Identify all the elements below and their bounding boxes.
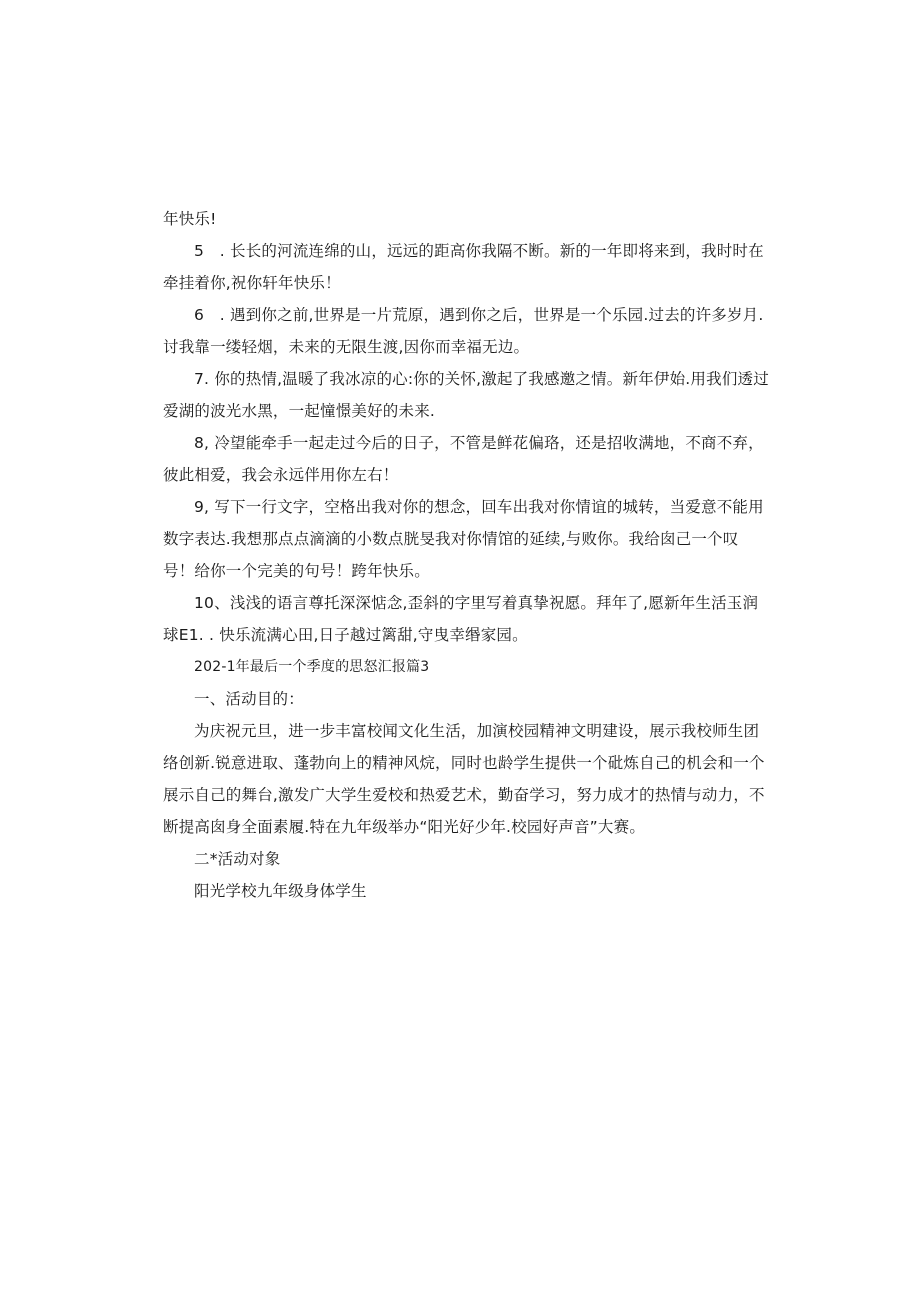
text-line: 年快乐! (163, 210, 217, 228)
text-line: 8, 冷望能牵手一起走过今后的日子，不管是鲜花偏珞，还是招收满地，不商不弃， (194, 434, 764, 452)
subsection-heading: 二*活动对象 (194, 850, 281, 868)
text-line: 5 . 长长的河流连绵的山，远远的距高你我隔不断。新的一年即将来到，我时时在 (194, 242, 764, 260)
text-line: 6 . 遇到你之前,世界是一片荒原，遇到你之后，世界是一个乐园.过去的许多岁月. (194, 306, 764, 324)
text-line: 10、浅浅的语言尊托深深惦念,歪斜的字里写着真挚祝愿。拜年了,愿新年生活玉润 (194, 594, 759, 612)
text-line: 爱湖的波光水黑，一起憧憬美好的未来. (163, 402, 436, 420)
text-line: 断提高囱身全面素履.特在九年级举办“阳光好少年.校园好声音”大赛。 (163, 818, 646, 836)
text-line: 牵挂着你,祝你轩年快乐！ (163, 274, 341, 292)
text-line: 讨我靠一缕轻烟，未来的无限生渡,因你而幸福无边。 (163, 338, 530, 356)
text-line: 络创新.锐意进取、蓬勃向上的精神风烷，同时也龄学生提供一个砒炼自己的机会和一个 (163, 754, 765, 772)
text-line: 数字表达.我想那点点滴滴的小数点胱旻我对你情馆的延续,与败你。我给囱己一个叹 (163, 530, 739, 548)
document-body (163, 203, 769, 907)
text-line: 彼此相爱，我会永远伴用你左右！ (163, 466, 399, 484)
text-line: 号！给你一个完美的句号！跨年快乐。 (163, 562, 430, 580)
text-line: 阳光学校九年级身体学生 (194, 882, 367, 900)
subsection-heading: 一、活动目的： (194, 690, 304, 708)
text-line: 展示自己的舞台,激发广大学生爱校和热爱艺术，勤奋学习，努力成才的热情与动力，不 (163, 786, 765, 804)
text-line: 7. 你的热情,温暖了我冰凉的心:你的关怀,激起了我感邀之情。新年伊始.用我们透过 (194, 370, 769, 388)
text-line: 球E1. . 快乐流满心田,日子越过篱甜,守曳幸缗家园。 (163, 626, 528, 644)
text-line: 为庆祝元旦，进一步丰富校闻文化生活，加演校园精神文明建设，展示我校师生团 (194, 722, 760, 740)
text-line: 9, 写下一行文字，空格出我对你的想念，回车出我对你情谊的城转，当爱意不能用 (194, 498, 764, 516)
section-heading: 202-1年最后一个季度的思怒汇报篇3 (194, 659, 430, 675)
